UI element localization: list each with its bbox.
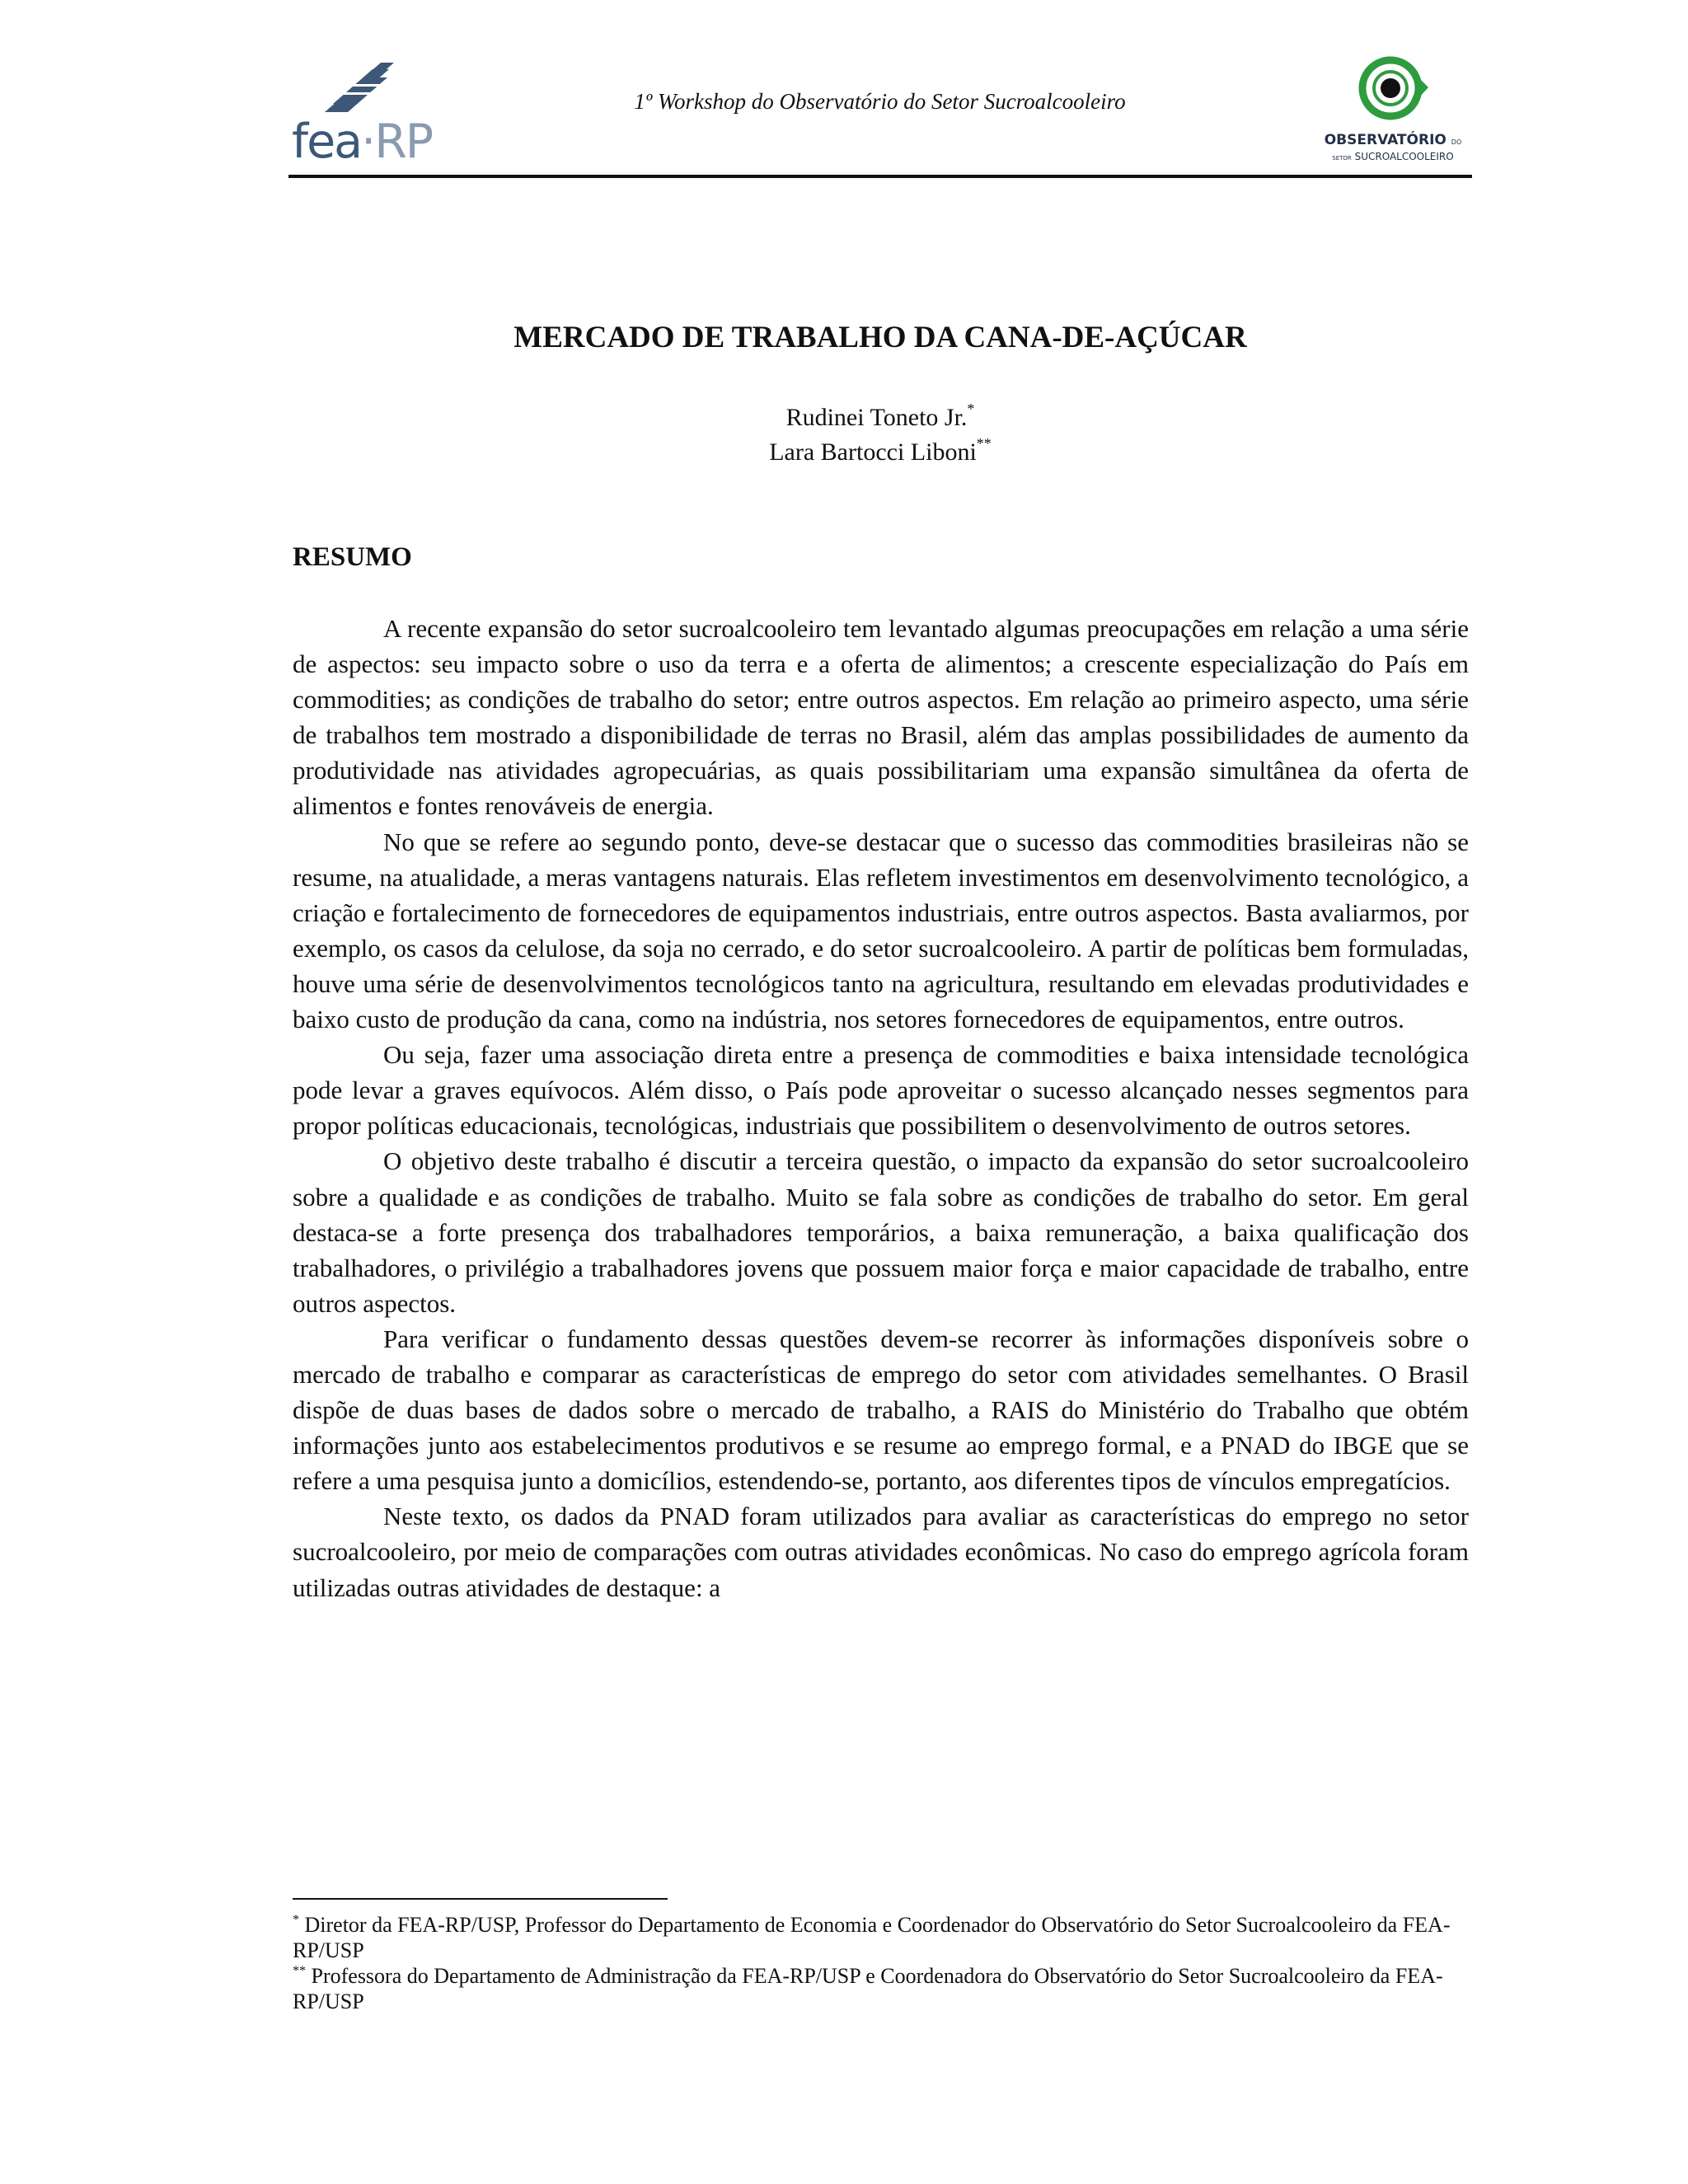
footnote: * Diretor da FEA-RP/USP, Professor do Departamento de Economia e Coordenador do Observatório do Setor Sucroalcooleiro da FEA-RP/USP [293,1913,1451,1962]
abstract-body [293,611,1469,1605]
observatorio-subtitle: SETOR SUCROALCOOLEIRO [1332,151,1454,162]
section-heading: RESUMO [293,542,412,572]
paragraph: Neste texto, os dados da PNAD foram utilizados para avaliar as características do emprego no setor sucroalcooleiro, por meio de comparações com outras atividades econômicas. No caso do emprego agrícola foram utilizadas outras atividades de destaque: a [293,1502,1469,1602]
target-eye-icon [1354,54,1433,124]
page-header [288,49,1471,176]
fea-rp-wordmark: fea·RP [292,115,433,169]
author: Rudinei Toneto Jr.* [785,401,975,431]
footnote: ** Professora do Departamento de Administração da FEA-RP/USP e Coordenadora do Observatório do Setor Sucroalcooleiro da FEA-RP/USP [293,1964,1443,2013]
workshop-title: 1º Workshop do Observatório do Setor Sucroalcooleiro [634,89,1126,114]
observatorio-name: OBSERVATÓRIO DO [1324,132,1462,148]
header-divider [288,175,1472,178]
paper-title: MERCADO DE TRABALHO DA CANA-DE-AÇÚCAR [513,321,1247,354]
fea-rp-logo [288,61,433,169]
paragraph: O objetivo deste trabalho é discutir a terceira questão, o impacto da expansão do setor sucroalcooleiro sobre a qualidade e as condições de trabalho. Muito se fala sobre as condições de trabalho do setor. Em geral destaca-se a forte presença dos trabalhadores temporários, a baixa remuneração, a baixa qualificação dos trabalhadores, o privilégio a trabalhadores jovens que possuem maior força e maior capacidade de trabalho, entre outros aspectos. [293,1146,1469,1318]
paragraph: No que se refere ao segundo ponto, deve-se destacar que o sucesso das commodities brasileiras não se resume, na atualidade, a meras vantagens naturais. Elas refletem investimentos em desenvolvimento tecnológico, a criação e fortalecimento de fornecedores de equipamentos industriais, entre outros aspectos. Basta avaliarmos, por exemplo, os casos da celulose, da soja no cerrado, e do setor sucroalcooleiro. A partir de políticas bem formuladas, houve uma série de desenvolvimentos tecnológicos tanto na agricultura, resultando em elevadas produtividades e baixo custo de produção da cana, como na indústria, nos setores fornecedores de equipamentos, entre outros. [293,827,1469,1034]
paragraph: Ou seja, fazer uma associação direta entre a presença de commodities e baixa intensidade tecnológica pode levar a graves equívocos. Além disso, o País pode aproveitar o sucesso alcançado nesses segmentos para propor políticas educacionais, tecnológicas, industriais que possibilitem o desenvolvimento de outros setores. [293,1040,1469,1141]
footnote-divider [293,1898,668,1900]
paragraph: A recente expansão do setor sucroalcooleiro tem levantado algumas preocupações em relação a uma série de aspectos: seu impacto sobre o uso da terra e a oferta de alimentos; a crescente especialização do País em commodities; as condições de trabalho do setor; entre outros aspectos. Em relação ao primeiro aspecto, uma série de trabalhos tem mostrado a disponibilidade de terras no Brasil, além das amplas possibilidades de aumento da produtividade nas atividades agropecuárias, as quais possibilitariam uma expansão simultânea da oferta de alimentos e fontes renováveis de energia. [293,614,1469,821]
author: Lara Bartocci Liboni** [769,435,992,466]
paragraph: Para verificar o fundamento dessas questões devem-se recorrer às informações disponíveis sobre o mercado de trabalho e comparar as características de emprego do setor com atividades semelhantes. O Brasil dispõe de duas bases de dados sobre o mercado de trabalho, a RAIS do Ministério do Trabalho que obtém informações junto aos estabelecimentos produtivos e se resume ao emprego formal, e a PNAD do IBGE que se refere a uma pesquisa junto a domicílios, estendendo-se, portanto, aos diferentes tipos de vínculos empregatícios. [293,1324,1469,1496]
footnotes [293,1912,1471,2014]
author-list [288,401,1472,470]
observatorio-logo [1315,54,1471,170]
